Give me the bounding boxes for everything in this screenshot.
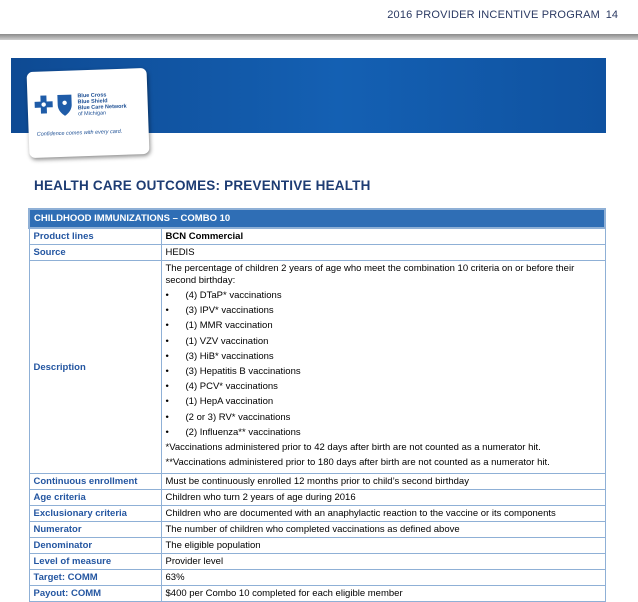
description-cell	[161, 261, 605, 474]
row-value: HEDIS	[161, 245, 605, 261]
row-label: Continuous enrollment	[29, 474, 161, 490]
list-item: • (2 or 3) RV* vaccinations	[166, 410, 601, 425]
row-label: Level of measure	[29, 554, 161, 570]
row-label: Target: COMM	[29, 570, 161, 586]
row-label: Description	[29, 261, 161, 474]
list-item: • (1) VZV vaccination	[166, 334, 601, 349]
table-title: CHILDHOOD IMMUNIZATIONS – COMBO 10	[29, 209, 605, 228]
row-label: Payout: COMM	[29, 586, 161, 602]
row-value: BCN Commercial	[161, 228, 605, 245]
row-value: The eligible population	[161, 538, 605, 554]
table-row	[29, 506, 605, 522]
table-row	[29, 228, 605, 245]
table-row	[29, 538, 605, 554]
table-row	[29, 522, 605, 538]
row-label: Numerator	[29, 522, 161, 538]
vaccination-list	[166, 288, 601, 440]
list-item: • (4) DTaP* vaccinations	[166, 288, 601, 303]
footnote-1: *Vaccinations administered prior to 42 days after birth are not counted as a numerator hit.	[165, 442, 541, 454]
list-item: • (3) HiB* vaccinations	[166, 349, 601, 364]
table-row	[29, 570, 605, 586]
row-value: Must be continuously enrolled 12 months prior to child’s second birthday	[161, 474, 605, 490]
table-row	[29, 261, 605, 474]
program-title: 2016 PROVIDER INCENTIVE PROGRAM	[387, 9, 600, 21]
table-row	[29, 245, 605, 261]
logo-card	[27, 68, 150, 158]
logo-tagline: Confidence comes with every card.	[36, 128, 123, 138]
table-row	[29, 474, 605, 490]
page-number: 14	[605, 9, 618, 21]
table-title-row	[29, 209, 605, 228]
bcbs-cross-shield-icon	[33, 92, 76, 119]
row-label: Denominator	[29, 538, 161, 554]
header-divider	[0, 34, 638, 40]
page-header	[0, 0, 638, 38]
row-label: Source	[29, 245, 161, 261]
section-title: HEALTH CARE OUTCOMES: PREVENTIVE HEALTH	[34, 178, 371, 193]
description-intro: The percentage of children 2 years of age who meet the combination 10 criteria on or before their second birthday:	[165, 263, 575, 286]
row-value: Children who are documented with an anaphylactic reaction to the vaccine or its components	[161, 506, 605, 522]
footnote-2: **Vaccinations administered prior to 180 days after birth are not counted as a numerator hit.	[165, 457, 550, 469]
row-value: The number of children who completed vaccinations as defined above	[161, 522, 605, 538]
list-item: • (2) Influenza** vaccinations	[166, 425, 601, 440]
table-row	[29, 554, 605, 570]
table-row	[29, 490, 605, 506]
row-value: $400 per Combo 10 completed for each eligible member	[161, 586, 605, 602]
list-item: • (3) Hepatitis B vaccinations	[166, 364, 601, 379]
list-item: • (3) IPV* vaccinations	[166, 303, 601, 318]
list-item: • (4) PCV* vaccinations	[166, 379, 601, 394]
list-item: • (1) MMR vaccination	[166, 318, 601, 333]
row-value: Provider level	[161, 554, 605, 570]
logo-text: Blue Cross Blue Shield Blue Care Network of Michigan	[77, 92, 127, 118]
measure-table	[28, 208, 606, 602]
row-value: 63%	[161, 570, 605, 586]
row-value: Children who turn 2 years of age during 2016	[161, 490, 605, 506]
row-label: Product lines	[29, 228, 161, 245]
list-item: • (1) HepA vaccination	[166, 394, 601, 409]
row-label: Exclusionary criteria	[29, 506, 161, 522]
row-label: Age criteria	[29, 490, 161, 506]
